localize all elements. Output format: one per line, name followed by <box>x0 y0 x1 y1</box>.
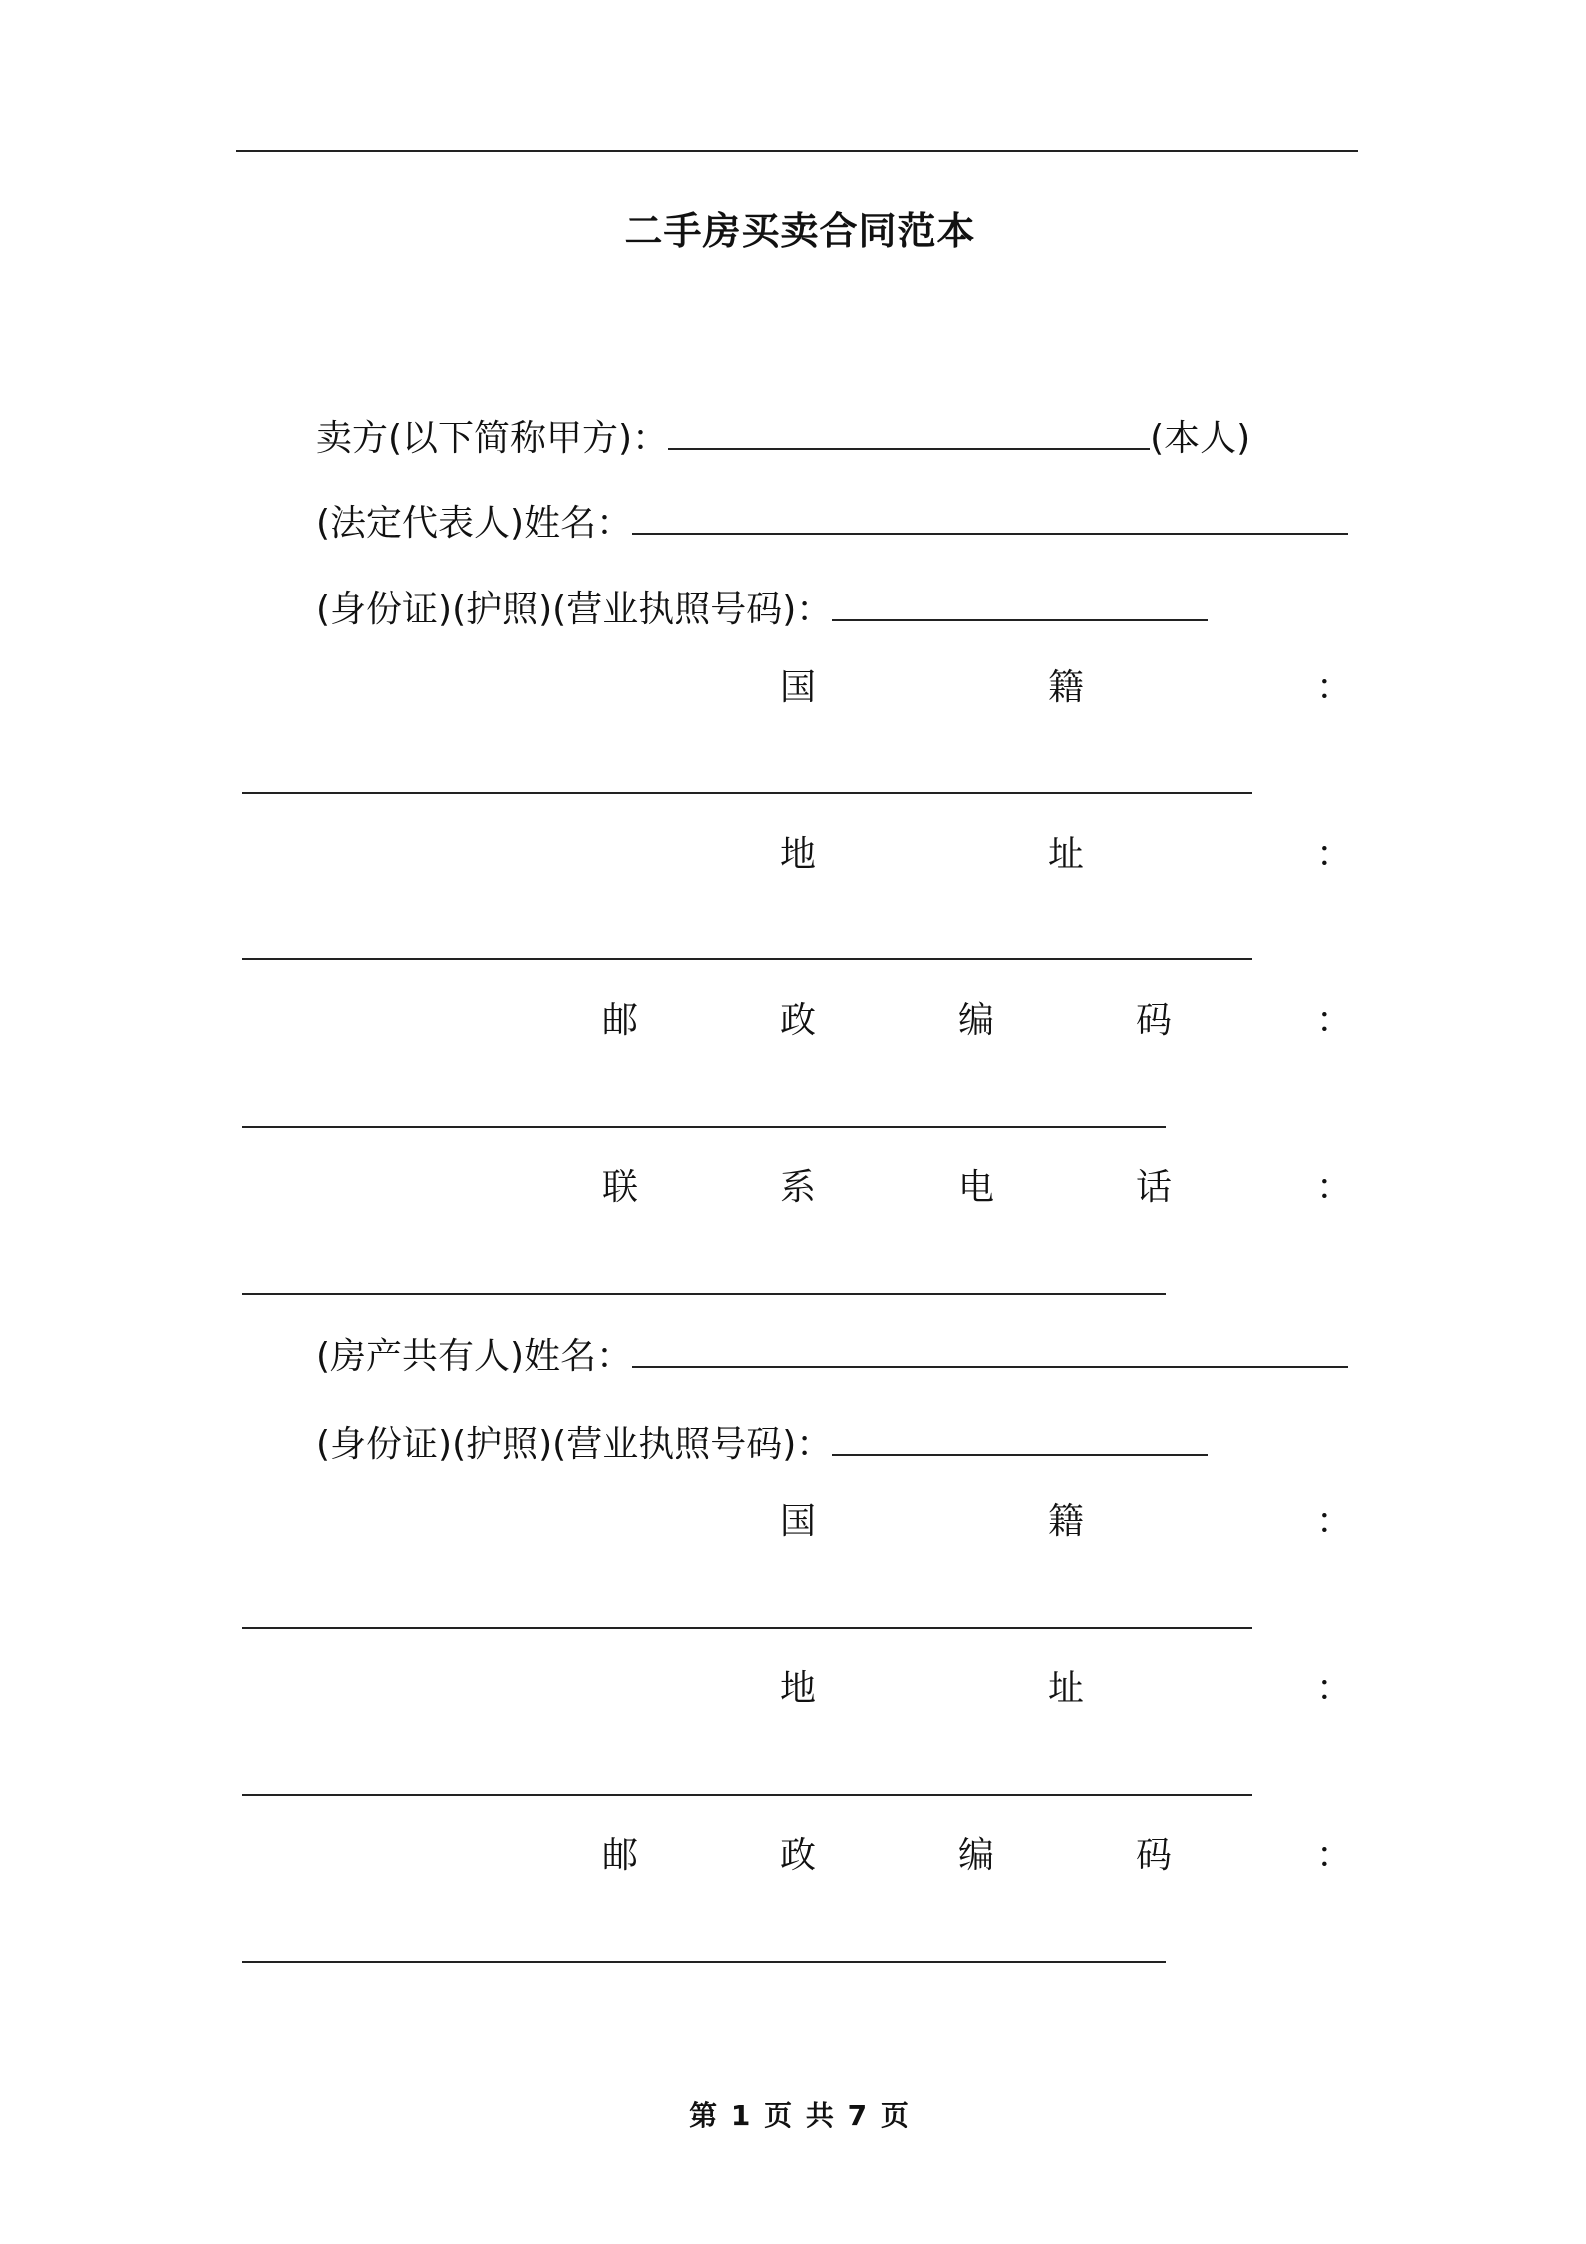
co-owner-id-field[interactable] <box>832 1418 1208 1456</box>
seller-address-label: 地 址 ： <box>780 834 1353 875</box>
co-owner-name-label: (房产共有人)姓名： <box>316 1336 633 1377</box>
seller-id-field[interactable] <box>832 583 1208 621</box>
seller-id-label: (身份证)(护照)(营业执照号码)： <box>316 589 833 630</box>
co-owner-address-field[interactable] <box>242 1794 1252 1796</box>
seller-nationality-label: 国 籍 ： <box>780 667 1353 708</box>
seller-suffix: (本人) <box>1150 418 1251 459</box>
header-rule <box>236 150 1358 152</box>
seller-phone-field[interactable] <box>242 1293 1166 1295</box>
seller-nationality-field[interactable] <box>242 792 1252 794</box>
legal-rep-name-field[interactable] <box>632 497 1348 535</box>
seller-name-field[interactable] <box>668 412 1150 450</box>
seller-line <box>316 412 1250 464</box>
seller-address-field[interactable] <box>242 958 1252 960</box>
co-owner-postal-code-label: 邮 政 编 码 ： <box>602 1835 1353 1876</box>
co-owner-name-field[interactable] <box>632 1330 1348 1368</box>
co-owner-id-label: (身份证)(护照)(营业执照号码)： <box>316 1424 833 1465</box>
legal-rep-label: (法定代表人)姓名： <box>316 503 633 544</box>
seller-label: 卖方(以下简称甲方)： <box>316 418 669 459</box>
legal-rep-line <box>316 497 1348 549</box>
seller-postal-code-label: 邮 政 编 码 ： <box>602 1000 1353 1041</box>
co-owner-postal-code-field[interactable] <box>242 1961 1166 1963</box>
seller-postal-code-field[interactable] <box>242 1126 1166 1128</box>
co-owner-address-label: 地 址 ： <box>780 1668 1353 1709</box>
co-owner-nationality-label: 国 籍 ： <box>780 1501 1353 1542</box>
co-owner-id-line <box>316 1418 1208 1470</box>
document-title: 二手房买卖合同范本 <box>624 209 976 253</box>
co-owner-nationality-field[interactable] <box>242 1627 1252 1629</box>
page-footer: 第 1 页 共 7 页 <box>689 2099 911 2132</box>
co-owner-name-line <box>316 1330 1348 1382</box>
seller-id-line <box>316 583 1208 635</box>
seller-phone-label: 联 系 电 话 ： <box>602 1167 1353 1208</box>
